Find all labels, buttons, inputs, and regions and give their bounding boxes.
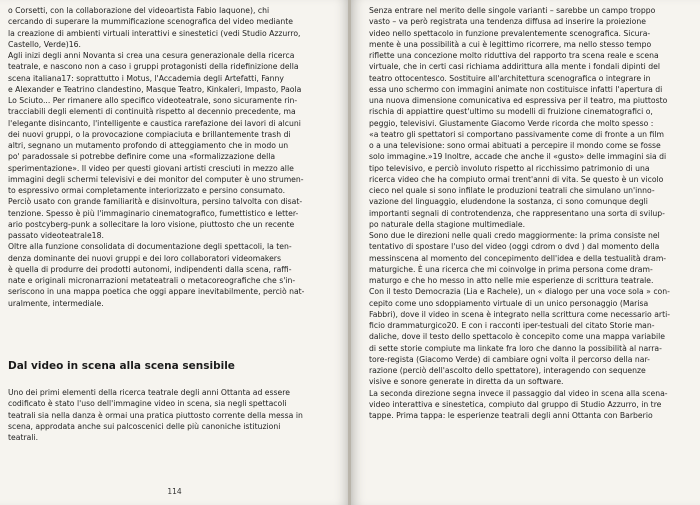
left-page-body-bottom — [8, 387, 330, 443]
left-page-body-top — [8, 5, 330, 309]
left-paragraph-4: Uno dei primi elementi della ricerca teatrale degli anni Ottanta ad essere codificato è stato l'uso dell'immagine video in scena, sia negli spettacoli teatrali sia nella danza è ormai una pratica piuttosto corrente della messa in scena, approdata anche sui palcoscenici delle più canoniche istituzioni teatrali. — [8, 388, 303, 442]
right-page — [351, 0, 700, 505]
page-number: 114 — [167, 487, 182, 496]
right-paragraph-3: La seconda direzione segna invece il passaggio dal video in scena alla scena- video interattiva e sinestetica, compiuto dal gruppo di Studio Azzurro, in tre tappe. Prima tappa: le esperienze teatrali degli anni Ottanta con Barberio — [369, 388, 668, 420]
section-heading: Dal video in scena alla scena sensibile — [8, 360, 235, 372]
left-paragraph-3: Oltre alla funzione consolidata di documentazione degli spettacoli, la ten- denza dominante dei nuovi gruppi e dei loro collaboratori videomakers è quella di produrre dei prodotti autonomi, indipendenti dalla scena, raffi- nate e originali micronarrazioni metateatrali o metacoreografiche che s'in- seriscono in una mappa poetica che oggi appare inevitabilmente, perciò nat- uralmente, intermediale. — [8, 242, 305, 308]
left-paragraph-1: o Corsetti, con la collaborazione del videoartista Fabio Iaquone), chi cercando di superare la mummificazione scenografica del video mediante la creazione di ambienti virtuali interattivi e sinestetici (vedi Studio Azzurro, Castello, Verde)16. — [8, 6, 301, 49]
right-page-body — [369, 5, 687, 421]
left-page — [0, 0, 349, 505]
left-paragraph-2: Agli inizi degli anni Novanta si crea una cesura generazionale della ricerca teatrale, e nascono non a caso i gruppi protagonisti della ridefinizione della scena italiana17: soprattutto i Motus, l'Accademia degli Artefatti, Fanny e Alexander e Teatrino clandestino, Masque Teatro, Kinkaleri, Impasto, Paola Lo Sciuto... Per rimanere allo specifico videoteatrale, sono sicuramente rin- tracciabili degli elementi di continuità rispetto al decennio precedente, ma l'elegante disincanto, l'intelligente e caustica rarefazione dei lavori di alcuni dei nuovi gruppi, o la provocazione compiaciuta e brillantemente trash di altri, segnano un mutamento profondo di atteggiamento che in modo un po' paradossale si potrebbe definire come una «formalizzazione della sperimentazione». Il video per questi giovani artisti cresciuti in mezzo alle immagini degli schermi televisivi e dei monitor del computer è uno strumen- to espressivo ormai completamente interiorizzato e persino consumato. Perciò usato con grande familiarità e disinvoltura, persino talvolta con disat- tenzione. Spesso è più l'immaginario cinematografico, fumettistico e letter- ario postcyberg-punk a sollecitare la loro visione, piuttosto che un recente passato videoteatrale18. — [8, 51, 304, 240]
right-paragraph-1: Senza entrare nel merito delle singole varianti – sarebbe un campo troppo vasto – va però registrata una tendenza diffusa ad inserire la proiezione video nello spettacolo in funzione prevalentemente scenografica. Sicura- mente è una possibilità a cui è legittimo ricorrere, ma nello stesso tempo riflette una concezione molto riduttiva del rapporto tra scena reale e scena virtuale, che in certi casi richiama addirittura alla mente i fondali dipinti del teatro ottocentesco. Sostituire all'architettura scenografica o integrare in essa uno schermo con immagini animate non costituisce infatti l'apertura di una nuova dimensione comunicativa ed espressiva per il teatro, ma piuttosto rischia di appiattire quest'ultimo su modelli di fruizione cinematografici o, peggio, televisivi. Giustamente Giacomo Verde ricorda che molto spesso : «a teatro gli spettatori si comportano passivamente come di fronte a un film o a una televisione: sono ormai abituati a percepire il mondo come se fosse solo immagine.»19 Inoltre, accade che anche il «gusto» delle immagini sia di tipo televisivo, e perciò involuto rispetto al ricchissimo patrimonio di una ricerca video che ha compiuto ormai trent'anni di vita. Se questo è un vicolo cieco nel quale si sono infilate le produzioni teatrali che simulano un'inno- vazione del linguaggio, eludendone la sostanza, ci sono comunque degli importanti segnali di controtendenza, che rappresentano una sorta di svilup- po naturale della stagione multimediale. — [369, 6, 668, 229]
right-paragraph-2: Sono due le direzioni nelle quali credo maggiormente: la prima consiste nel tentativo di spostare l'uso del video (oggi cdrom o dvd ) dal momento della messinscena al momento del concepimento dell'idea e della testualità dram- maturgiche. È una ricerca che mi coinvolge in prima persona come dram- maturgo e che ho messo in atto nelle mie esperienze di scrittura teatrale. Con il testo Democrazia (Lia e Rachele), un « dialogo per una voce sola » con- cepito come uno sdoppiamento virtuale di un unico personaggio (Marisa Fabbri), dove il video in scena è integrato nella scrittura come necessario arti- ficio drammaturgico20. E con i racconti iper-testuali del citato Storie man- daliche, dove il testo dello spettacolo è concepito come una mappa variabile di sette storie compiute ma linkate fra loro che danno la possibilità al narra- tore-regista (Giacomo Verde) di cambiare ogni volta il percorso della nar- razione (perciò dell'ascolto dello spettatore), interagendo con sequenze visive e sonore generate in diretta da un software. — [369, 231, 670, 387]
